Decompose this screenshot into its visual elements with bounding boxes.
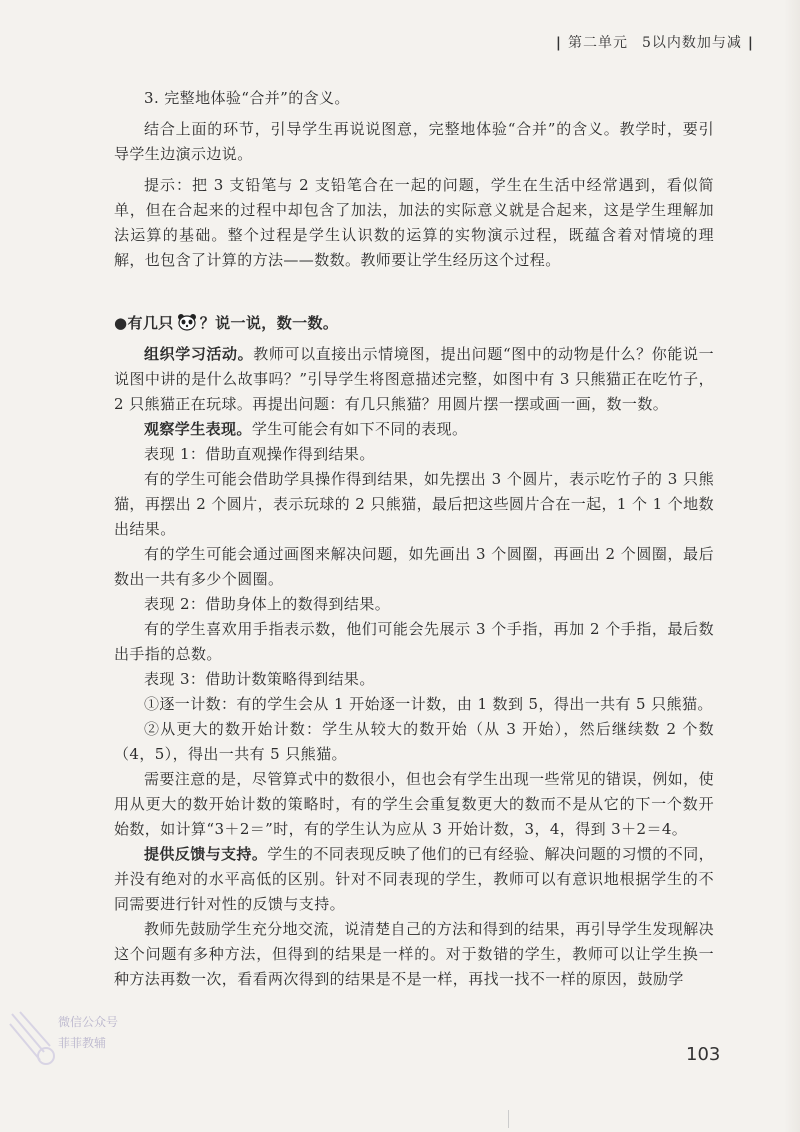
paragraph-performance-3: 表现 3：借助计数策略得到结果。 <box>144 670 375 688</box>
section-title <box>114 311 714 336</box>
body-organize: 教师可以直接出示情境图，提出问题“图中的动物是什么？你能说一说图中讲的是什么故事吗？”引导学生将图意描述完整，如图中有 3 只熊猫正在吃竹子，2 只熊猫正在玩球。再提出问题：有几只熊猫？用圆片摆一摆或画一画，数一数。 <box>114 345 714 413</box>
section-title-part-a: ●有几只 <box>114 314 174 332</box>
section-title-part-b: ？说一说，数一数。 <box>199 314 339 332</box>
paragraph-performance-2: 表现 2：借助身体上的数得到结果。 <box>144 595 391 613</box>
paragraph-tip: 提示：把 3 支铅笔与 2 支铅笔合在一起的问题，学生在生活中经常遇到，看似简单，但在合起来的过程中却包含了加法，加法的实际意义就是合起来，这是学生理解加法运算的基础。整个过程是学生认识数的运算的实物演示过程，既蕴含着对情境的理解，也包含了计算的方法——数数。教师要让学生经历这个过程。 <box>114 176 714 269</box>
paragraph: 有的学生可能会借助学具操作得到结果，如先摆出 3 个圆片，表示吃竹子的 3 只熊猫，再摆出 2 个圆片，表示玩球的 2 只熊猫，最后把这些圆片合在一起，1 个 1 个地数出结果。 <box>114 470 714 538</box>
page-body <box>114 86 714 992</box>
panda-icon <box>176 313 198 331</box>
watermark-line-2: 菲菲教辅 <box>58 1036 107 1050</box>
paragraph-strategy-2: ②从更大的数开始计数：学生从较大的数开始（从 3 开始），然后继续数 2 个数（4，5），得出一共有 5 只熊猫。 <box>114 720 714 763</box>
paragraph: 有的学生喜欢用手指表示数，他们可能会先展示 3 个手指，再加 2 个手指，最后数出手指的总数。 <box>114 620 714 663</box>
paragraph-strategy-1: ①逐一计数：有的学生会从 1 开始逐一计数，由 1 数到 5，得出一共有 5 只熊猫。 <box>144 695 713 713</box>
paragraph: 有的学生可能会通过画图来解决问题，如先画出 3 个圆圈，再画出 2 个圆圈，最后数出一共有多少个圆圈。 <box>114 545 714 588</box>
paragraph-performance-1: 表现 1：借助直观操作得到结果。 <box>144 445 375 463</box>
body-feedback: 学生的不同表现反映了他们的已有经验、解决问题的习惯的不同，并没有绝对的水平高低的区别。针对不同表现的学生，教师可以有意识地根据学生的不同需要进行针对性的反馈与支持。 <box>114 845 714 913</box>
paragraph-heading-3: 3. 完整地体验“合并”的含义。 <box>144 89 350 107</box>
page-number: 103 <box>686 1044 721 1065</box>
lead-observe: 观察学生表现。 <box>144 420 252 438</box>
binding-mark <box>508 1110 509 1128</box>
paragraph-organize <box>114 342 714 417</box>
header-title: 5以内数加与减 <box>641 35 742 51</box>
paragraph: 结合上面的环节，引导学生再说说图意，完整地体验“合并”的含义。教学时，要引导学生边演示边说。 <box>114 120 714 163</box>
paragraph-feedback <box>114 842 714 917</box>
lead-organize: 组织学习活动。 <box>144 345 254 363</box>
paragraph-note: 需要注意的是，尽管算式中的数很小，但也会有学生出现一些常见的错误，例如，使用从更大的数开始计数的策略时，有的学生会重复数更大的数而不是从它的下一个数开始数，如计算“3＋2＝”时，有的学生认为应从 3 开始计数，3，4，得到 3＋2＝4。 <box>114 770 714 838</box>
header-bar-right: | <box>747 35 754 51</box>
header-bar-left: | <box>555 35 562 51</box>
paragraph: 教师先鼓励学生充分地交流，说清楚自己的方法和得到的结果，再引导学生发现解决这个问题有多种方法，但得到的结果是一样的。对于数错的学生，教师可以让学生换一种方法再数一次，看看两次得到的结果是不是一样，再找一找不一样的原因，鼓励学 <box>114 920 714 988</box>
page-edge-shadow <box>784 0 800 1132</box>
paragraph-observe <box>114 417 714 442</box>
lead-feedback: 提供反馈与支持。 <box>144 845 268 863</box>
header-unit: 第二单元 <box>567 35 628 51</box>
running-header <box>550 32 760 52</box>
watermark-line-1: 微信公众号 <box>58 1015 119 1029</box>
body-observe: 学生可能会有如下不同的表现。 <box>251 420 468 438</box>
